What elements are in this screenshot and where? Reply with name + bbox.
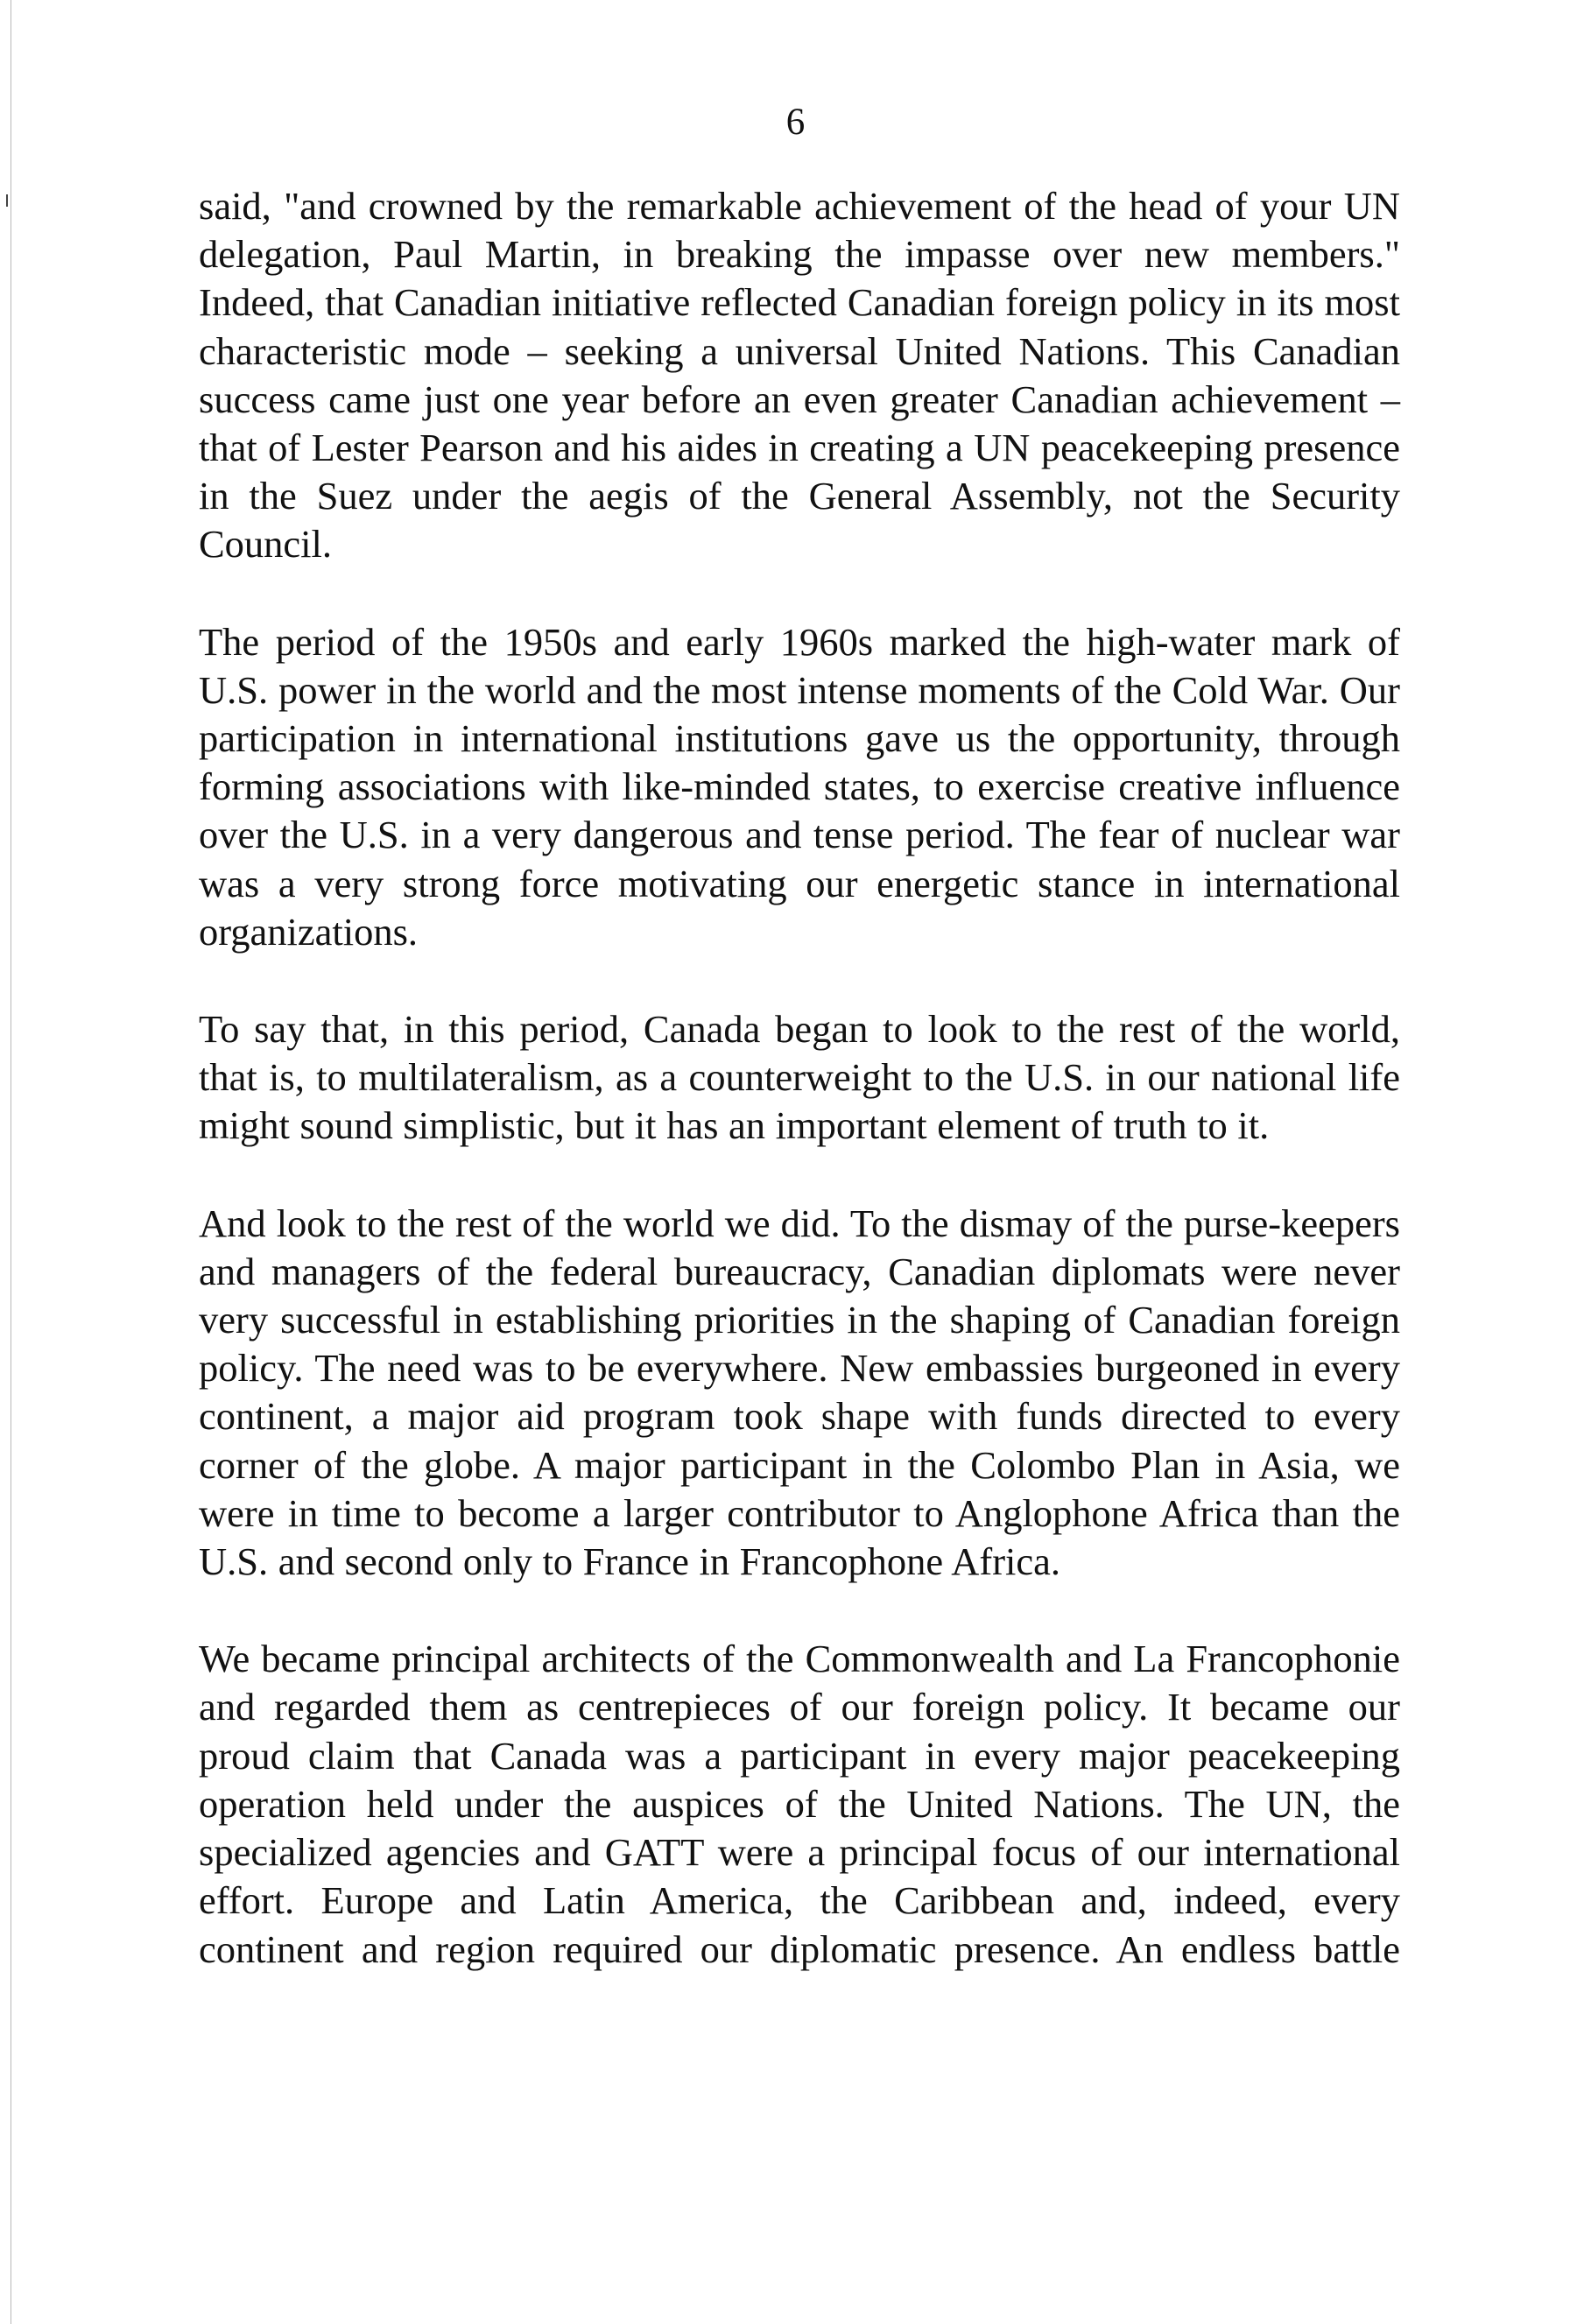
paragraph-5: We became principal architects of the Commonwealth and La Francophonie and regarded them as centrepieces of our foreign policy. It became our proud claim that Canada was a participant in every major peacekeeping operation held under the auspices of the United Nations. The UN, the specialized agencies and GATT were a principal focus of our international effort. Europe and Latin America, the Caribbean and, indeed, every continent and region required our diplomatic presence. An endless battle bbox=[199, 1637, 1400, 1971]
paragraph-3: To say that, in this period, Canada began to look to the rest of the world, that is, to multilateralism, as a counterweight to the U.S. in our national life might sound simplistic, but it has an important element of truth to it. bbox=[199, 1007, 1400, 1148]
page-number: 6 bbox=[785, 102, 806, 143]
paragraph-4: And look to the rest of the world we did. To the dismay of the purse-keepers and managers of the federal bureaucracy, Canadian diplomats were never very successful in establishing priorities in the shaping of Canadian foreign policy. The need was to be everywhere. New embassies burgeoned in every continent, a major aid program took shape with funds directed to every corner of the globe. A major participant in the Colombo Plan in Asia, we were in time to become a larger contributor to Anglophone Africa than the U.S. and second only to France in Francophone Africa. bbox=[199, 1201, 1400, 1584]
paragraph-2: The period of the 1950s and early 1960s marked the high-water mark of U.S. power in the world and the most intense moments of the Cold War. Our participation in international institutions gave us the opportunity, through forming associations with like-minded states, to exercise creative influence over the U.S. in a very dangerous and tense period. The fear of nuclear war was a very strong force motivating our energetic stance in international organizations. bbox=[199, 619, 1400, 954]
paragraph-1: said, "and crowned by the remarkable achievement of the head of your UN delegation, Paul Martin, in breaking the impasse over new members." Indeed, that Canadian initiative reflected Canadian foreign policy in its most characteristic mode – seeking a universal United Nations. This Canadian success came just one year before an even greater Canadian achievement – that of Lester Pearson and his aides in creating a UN peacekeeping presence in the Suez under the aegis of the General Assembly, not the Security Council. bbox=[199, 184, 1400, 567]
scan-margin-mark bbox=[6, 194, 8, 207]
body-text bbox=[199, 182, 1400, 2023]
